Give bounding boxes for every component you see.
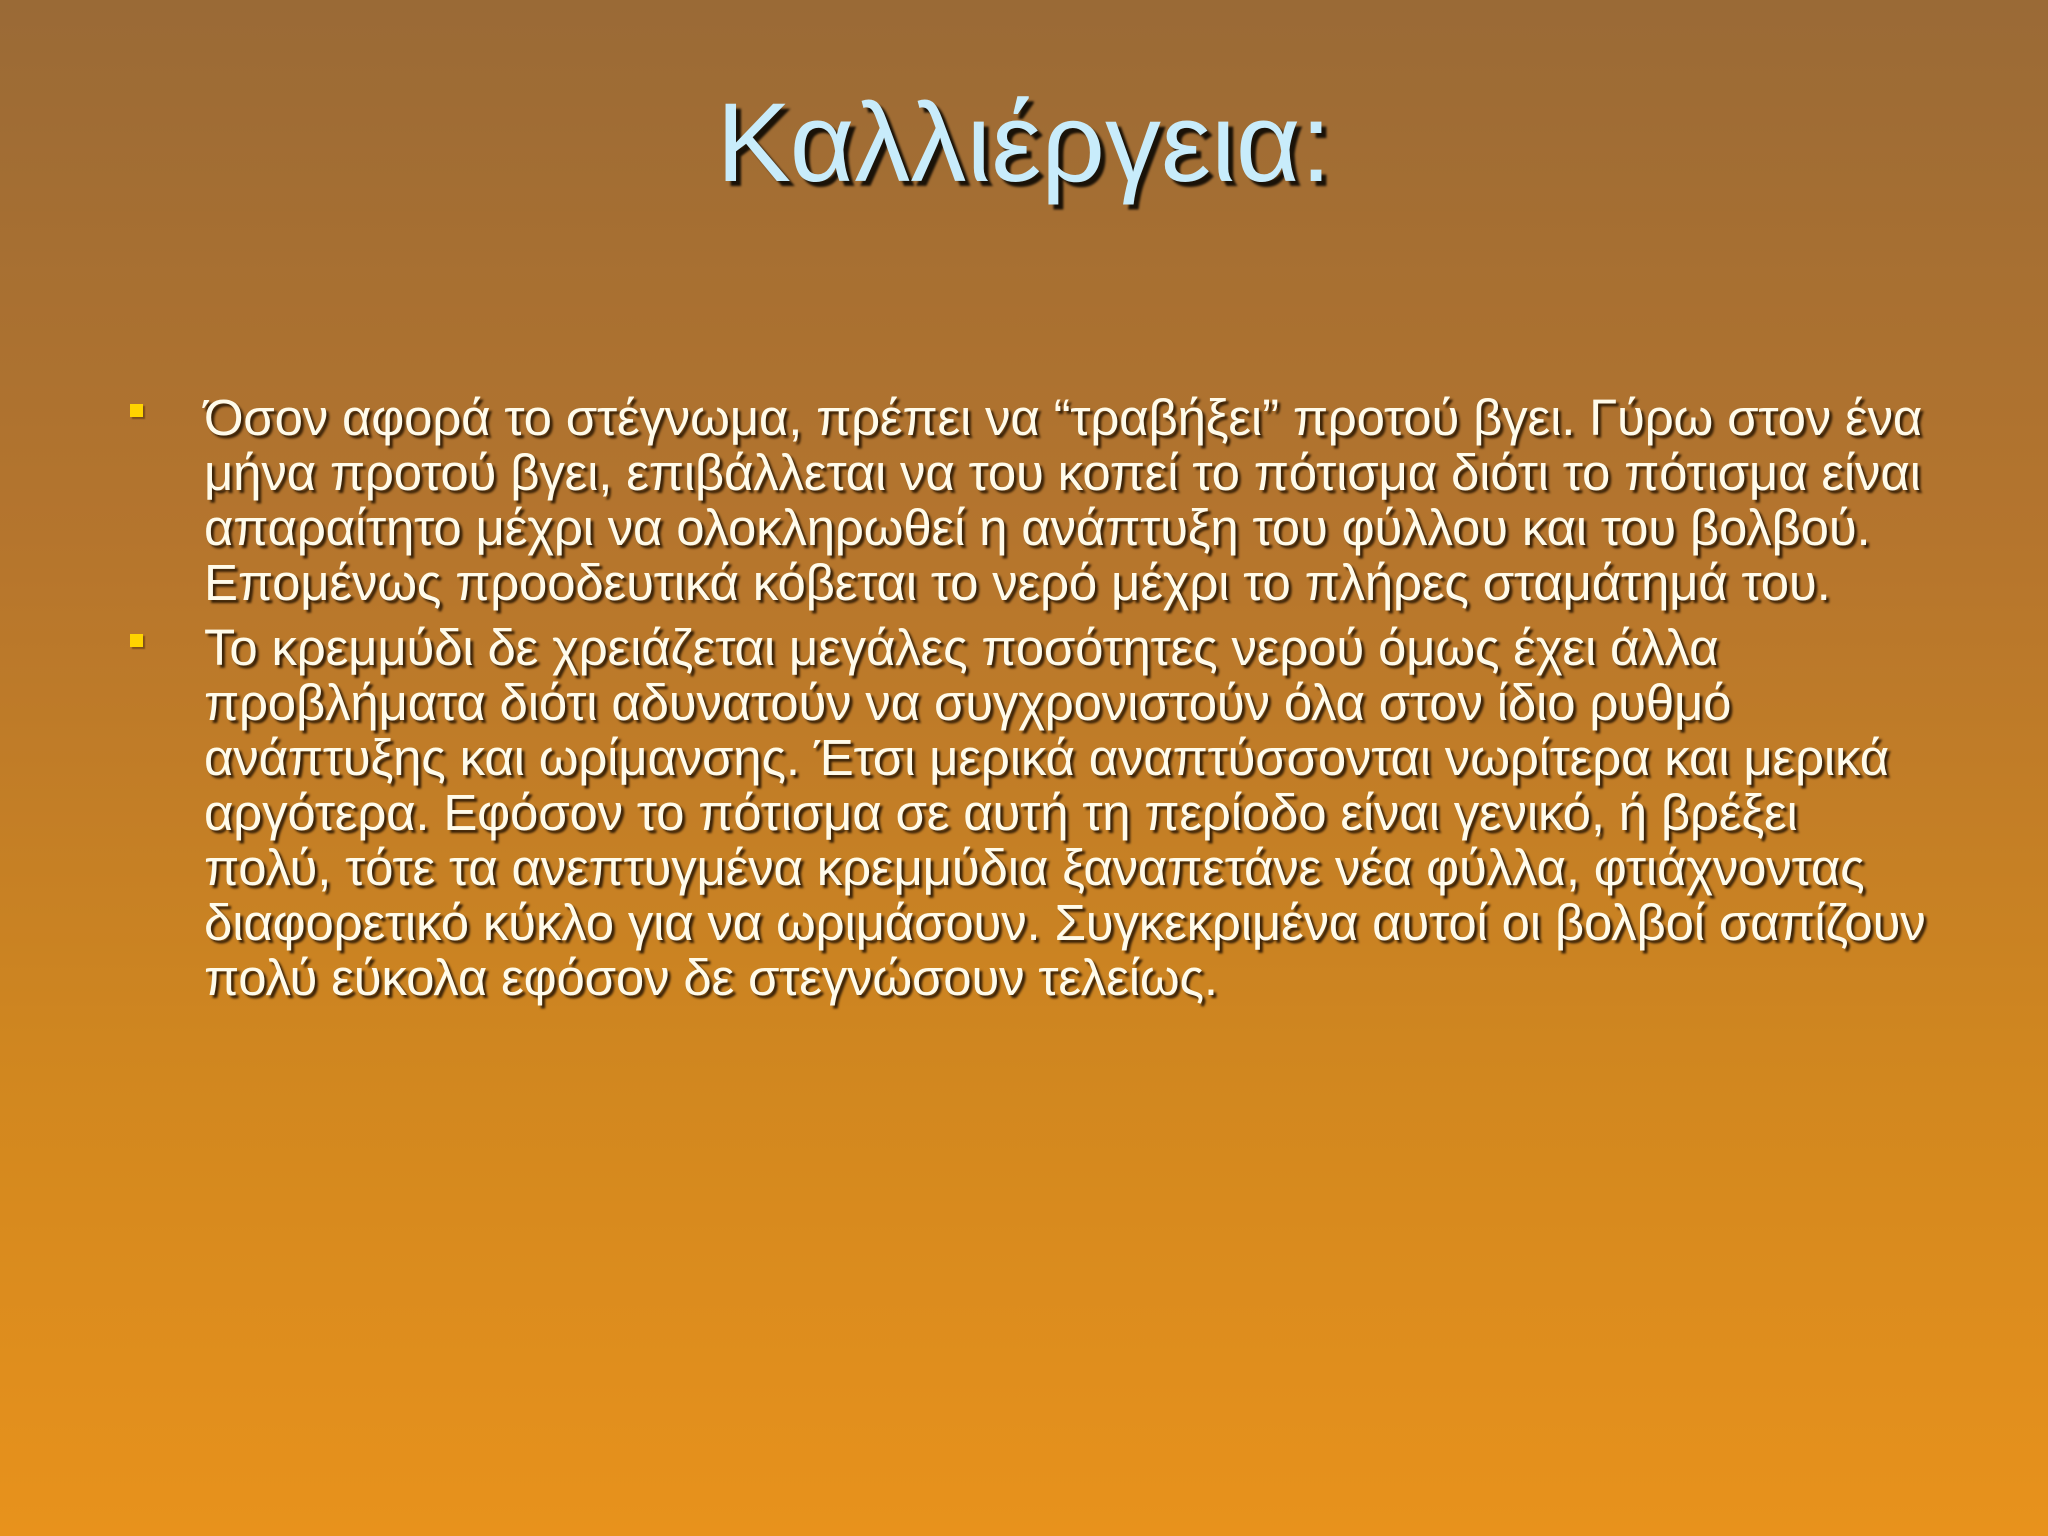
slide-title: Καλλιέργεια: (716, 80, 1332, 205)
square-bullet-icon (130, 404, 143, 417)
bullet-item (128, 390, 1928, 610)
bullet-list (128, 390, 1928, 1015)
bullet-text: Όσον αφορά το στέγνωμα, πρέπει να “τραβήξει” προτού βγει. Γύρω στον ένα μήνα προτού βγει, επιβάλλεται να του κοπεί το πότισμα διότι το πότισμα είναι απαραίτητο μέχρι να ολοκληρωθεί η ανάπτυξη του φύλλου και του βολβού. Επομένως προοδευτικά κόβεται το νερό μέχρι το πλήρες σταμάτημά του. (204, 389, 1923, 611)
bullet-text: Το κρεμμύδι δε χρειάζεται μεγάλες ποσότητες νερού όμως έχει άλλα προβλήματα διότι αδυνατούν να συγχρονιστούν όλα στον ίδιο ρυθμό ανάπτυξης και ωρίμανσης. Έτσι μερικά αναπτύσσονται νωρίτερα και μερικά αργότερα. Εφόσον το πότισμα σε αυτή τη περίοδο είναι γενικό, ή βρέξει πολύ, τότε τα ανεπτυγμένα κρεμμύδια ξαναπετάνε νέα φύλλα, φτιάχνοντας διαφορετικό κύκλο για να ωριμάσουν. Συγκεκριμένα αυτοί οι βολβοί σαπίζουν πολύ εύκολα εφόσον δε στεγνώσουν τελείως. (204, 619, 1926, 1006)
bullet-item (128, 620, 1928, 1005)
square-bullet-icon (130, 634, 143, 647)
